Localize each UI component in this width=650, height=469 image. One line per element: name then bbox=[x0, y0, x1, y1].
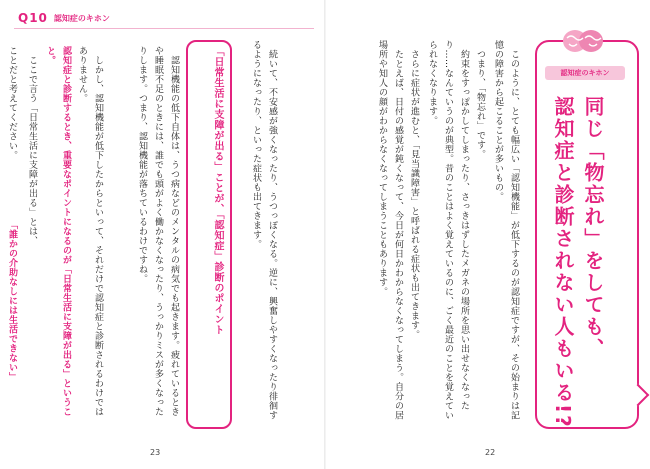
left-para-4: ここで言う「日常生活に支障が出る」とは、 bbox=[27, 46, 37, 246]
page-number-left: 23 bbox=[150, 448, 161, 457]
section-header bbox=[18, 10, 110, 26]
page-number-right: 22 bbox=[485, 448, 496, 457]
left-highlight-2: 「誰かの介助なしには生活できない」 bbox=[7, 220, 17, 382]
left-highlight-1: 認知症と診断するとき、重要なポイントになるのが「日常生活に支障が出る」ということ。 bbox=[45, 46, 71, 417]
page-title: 同じ「物忘れ」をしても、 認知症と診断されない人もいる!? bbox=[551, 96, 605, 429]
left-para-1: 続いて、不安感が強くなったり、うつっぽくなる。逆に、興奮しやすくなったり徘徊するようになったり、といった症状も出てきます。 bbox=[251, 40, 277, 420]
right-para-1: このように、とても幅広い「認知機能」が低下するのが認知症ですが、その始まりは記憶の障害から起こることが多いもの。 bbox=[493, 40, 519, 420]
right-para-3: 約束をすっぽかしてしまったり、さっきはずしたメガネの場所を思い出せなくなったり……なんていうのが典型。昔のことはよく覚えているのに、ごく最近のことを覚えていられなくなります。 bbox=[427, 40, 469, 420]
left-para-5: ことだと考えてください。 bbox=[7, 46, 17, 160]
right-para-4: さらに症状が進むと、「見当識障害」と呼ばれる症状も出てきます。 bbox=[409, 40, 419, 340]
right-para-5: たとえば、日付の感覚が鈍くなって、今日が何日かわからなくなってしまう。自分の居場所や知人の顔がわからなくなってしまうこともあります。 bbox=[377, 40, 403, 420]
brain-icon bbox=[561, 28, 605, 54]
section-badge: 認知症のキホン bbox=[545, 66, 625, 80]
left-heading: 「日常生活に支障が出る」ことが、「認知症」診断のポイント bbox=[212, 46, 223, 335]
section-title: 認知症のキホン bbox=[53, 13, 110, 23]
gutter bbox=[324, 0, 326, 469]
left-para-2: 認知機能の低下自体は、うつ病などのメンタルの病気でも起きます。疲れているときや睡眠不足のときには、誰でも頭がよく働かなくなったり、うっかりミスが多くなったりします。つまり、認知機能が落ちているわけですね。 bbox=[137, 46, 179, 417]
left-para-3: しかし、認知機能が低下したからといって、それだけで認知症と診断されるわけではありません。 bbox=[77, 46, 103, 417]
question-number: Q10 bbox=[18, 11, 48, 25]
header-divider bbox=[14, 28, 314, 29]
right-para-2: つまり、「物忘れ」です。 bbox=[475, 40, 485, 159]
